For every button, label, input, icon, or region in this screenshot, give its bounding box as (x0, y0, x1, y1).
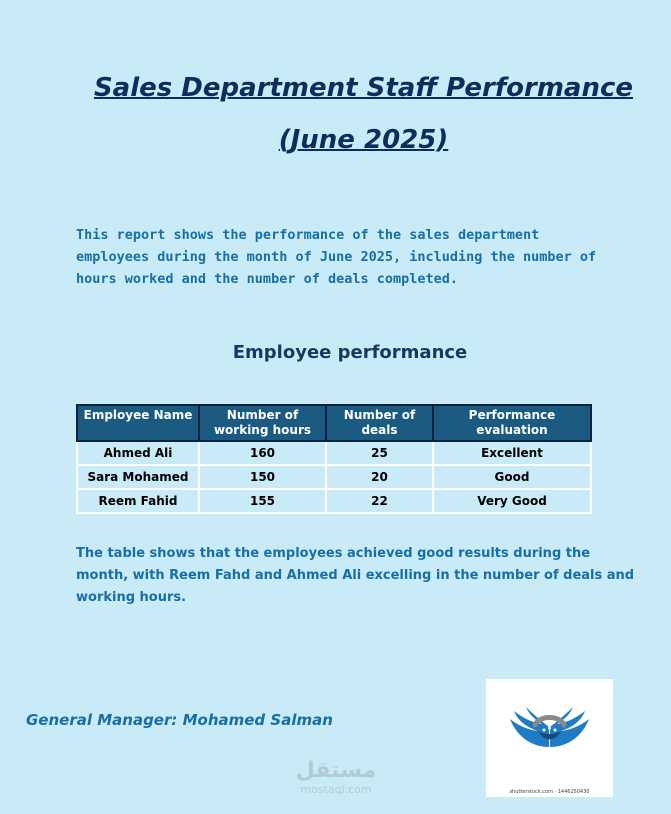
title-line-1: Sales Department Staff Performance (93, 73, 634, 103)
conclusion-paragraph: The table shows that the employees achieved good results during the month, with Reem Fahd and Ahmed Ali excelling in the number of deals and working hours. (76, 546, 635, 605)
header-employee-name: Employee Name (77, 405, 199, 441)
watermark (294, 758, 378, 796)
watermark-arabic: مستقل (295, 758, 377, 783)
header-deals: Number of deals (326, 405, 433, 441)
section-title: Employee performance (232, 342, 468, 363)
cell-working-hours: 150 (199, 465, 326, 489)
cell-employee-name: Ahmed Ali (77, 441, 199, 465)
performance-table (76, 404, 592, 514)
table-row (77, 465, 591, 489)
winged-shield-logo-icon (504, 697, 595, 775)
header-working-hours: Number of working hours (199, 405, 326, 441)
cell-working-hours: 160 (199, 441, 326, 465)
logo-caption: shutterstock.com · 1446250430 (509, 789, 590, 795)
cell-employee-name: Reem Fahid (77, 489, 199, 513)
title-line-2: (June 2025) (278, 125, 449, 155)
cell-evaluation: Good (433, 465, 591, 489)
signature-line: General Manager: Mohamed Salman (26, 711, 333, 729)
cell-deals: 22 (326, 489, 433, 513)
page-title (0, 62, 671, 166)
cell-employee-name: Sara Mohamed (77, 465, 199, 489)
cell-deals: 20 (326, 465, 433, 489)
cell-working-hours: 155 (199, 489, 326, 513)
table-header-row (77, 405, 591, 441)
header-evaluation: Performance evaluation (433, 405, 591, 441)
cell-evaluation: Excellent (433, 441, 591, 465)
cell-evaluation: Very Good (433, 489, 591, 513)
cell-deals: 25 (326, 441, 433, 465)
company-logo (486, 679, 613, 797)
table-row (77, 441, 591, 465)
watermark-latin: mostaql.com (300, 783, 372, 796)
intro-paragraph: This report shows the performance of the sales department employees during the month of June 2025, including the number of hours worked and the number of deals completed. (76, 227, 597, 287)
table-row (77, 489, 591, 513)
